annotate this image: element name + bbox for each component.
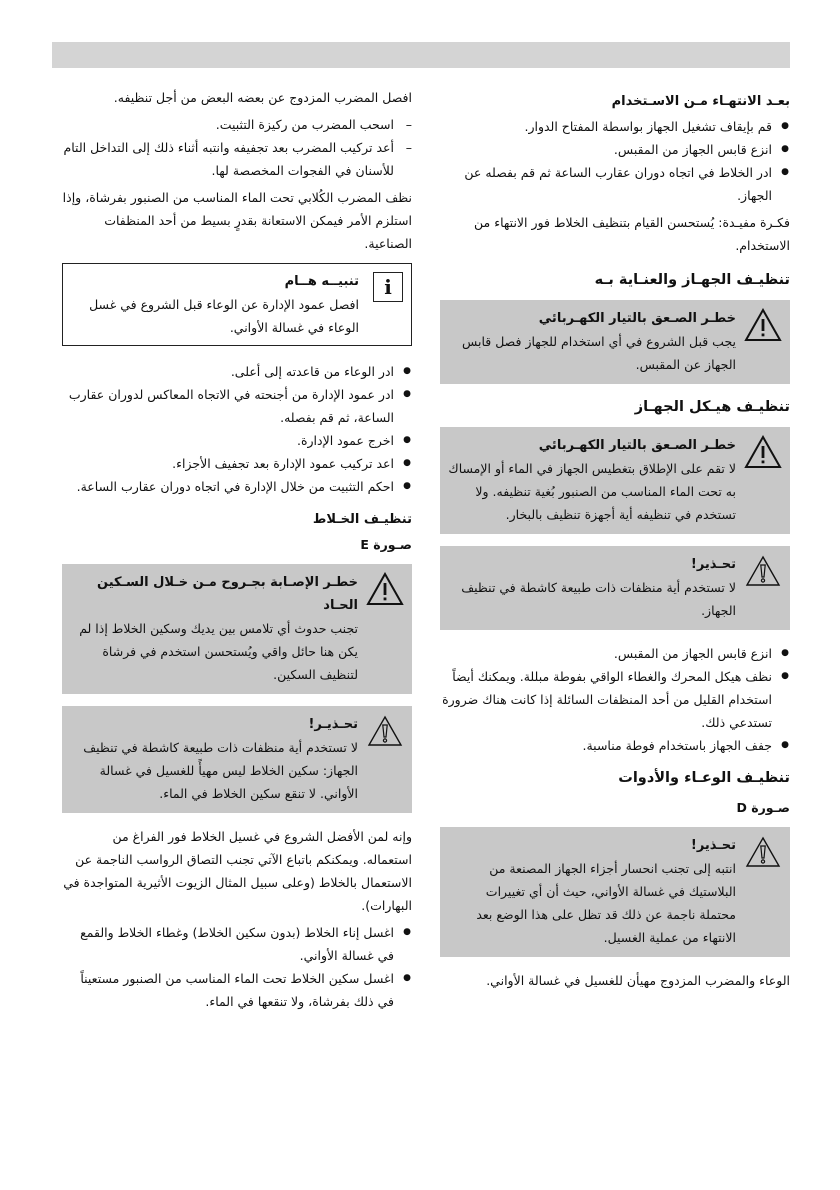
list-item: ● اغسل إناء الخلاط (بدون سكين الخلاط) وغطاء الخلاط والقمع في غسالة الأواني. [62, 921, 394, 967]
care-heading: تنظيـف الجهـاز والعنـاية بـه [594, 272, 790, 288]
dash-list [62, 113, 412, 182]
shock-warning-box [440, 300, 790, 384]
notice-text: افصل عمود الإدارة عن الوعاء قبل الشروع في غسل الوعاء في غسالة الأواني. [89, 297, 359, 335]
caution-triangle-icon [366, 714, 404, 748]
warning-triangle-icon [744, 308, 782, 342]
list-item: – اسحب المضرب من ركيزة التثبيت. [62, 113, 394, 136]
caution-box-2 [440, 827, 790, 957]
list-item: ● نظف هيكل المحرك والغطاء الواقي بفوطة مبللة. ويمكنك أيضاً استخدام القليل من أحد المنظفات السائلة إذا كانت هناك ضرورة تستدعي ذلك. [440, 665, 772, 734]
notice-box [62, 263, 412, 346]
warning-text: تجنب حدوث أي تلامس بين يديك وسكين الخلاط إذا لم يكن هنا حائل واقي ويُستحسن استخدم في فرشاة لتنظيف السكين. [79, 621, 358, 682]
shaft-list [62, 360, 412, 498]
header-bar [52, 42, 790, 68]
right-column [440, 86, 790, 996]
housing-list [440, 642, 790, 757]
list-item: ● اخرج عمود الإدارة. [62, 429, 394, 452]
warning-title: خطـر الصـعق بالتيار الكهـربائي [538, 438, 736, 453]
list-item: ● انزع قابس الجهاز من المقبس. [440, 138, 772, 161]
bowl-note: الوعاء والمضرب المزدوج مهيأن للغسيل في غسالة الأواني. [486, 973, 790, 988]
warning-text: يجب قبل الشروع في أي استخدام للجهاز فصل قابس الجهاز عن المقبس. [462, 334, 736, 372]
warning-title: خطـر الإصـابة بجـروح مـن خـلال السـكين الحـاد [97, 575, 358, 613]
caution-title: تحـذير! [690, 557, 736, 572]
caution-triangle-icon [744, 835, 782, 869]
intro-text: افصل المضرب المزدوج عن بعضه البعض من أجل تنظيفه. [113, 90, 412, 105]
list-item: ● ادر الوعاء من قاعدته إلى أعلى. [62, 360, 394, 383]
after-use-heading: بعـد الانتهـاء مـن الاسـتخدام [611, 94, 790, 109]
list-item: ● انزع قابس الجهاز من المقبس. [440, 642, 772, 665]
warning-triangle-icon [366, 572, 404, 606]
figure-e-label: صـورة E [360, 537, 412, 552]
brush-paragraph: نظف المضرب الكُلابي تحت الماء المناسب من الصنبور بفرشاة، وإذا استلزم الأمر فيمكن الاستعانة بقدرٍ بسيط من أحد المنظفات الصناعية. [62, 190, 412, 251]
warning-text: لا تقم على الإطلاق بتغطيس الجهاز في الماء أو الإمساك به تحت الماء المناسب من الصنبور بُغية تنظيفه. ولا تستخدم في تنظيفه أية أجهزة تنظيف بالبخار. [448, 461, 736, 522]
list-item: ● احكم التثبيت من خلال الإدارة في اتجاه دوران عقارب الساعة. [62, 475, 394, 498]
bowl-heading: تنظيـف الوعـاء والأدوات [618, 770, 790, 786]
list-item: ● ادر الخلاط في اتجاه دوران عقارب الساعة ثم قم بفصله عن الجهاز. [440, 161, 772, 207]
info-icon: i [373, 272, 403, 302]
after-use-list [440, 115, 790, 207]
caution-box-3 [62, 706, 412, 813]
warning-title: خطـر الصـعق بالتيار الكهـربائي [538, 311, 736, 326]
blender-heading: تنظيـف الخـلاط [312, 512, 412, 527]
caution-title: تحـذير! [690, 838, 736, 853]
caution-title: تحـذيـر! [308, 717, 358, 732]
caution-box [440, 546, 790, 630]
notice-title: تنبيــه هــام [284, 274, 359, 289]
list-item: ● اغسل سكين الخلاط تحت الماء المناسب من الصنبور مستعيناً في ذلك بفرشاة، ولا تنقعها في الماء. [62, 967, 394, 1013]
list-item: ● قم بإيقاف تشغيل الجهاز بواسطة المفتاح الدوار. [440, 115, 772, 138]
left-column [62, 86, 412, 1017]
caution-text: لا تستخدم أية منظفات ذات طبيعة كاشطة في تنظيف الجهاز. [461, 580, 736, 618]
caution-text: لا تستخدم أية منظفات ذات طبيعة كاشطة في تنظيف الجهاز: سكين الخلاط ليس مهيأً للغسيل في غسالة الأواني. لا تنقع سكين الخلاط في الماء. [83, 740, 358, 801]
list-item: ● ادر عمود الإدارة من أجنحته في الاتجاه المعاكس لدوران عقارب الساعة، ثم قم بفصله. [62, 383, 394, 429]
figure-d-label: صـورة D [736, 800, 790, 815]
list-item: ● اعد تركيب عمود الإدارة بعد تجفيف الأجزاء. [62, 452, 394, 475]
warning-triangle-icon [744, 435, 782, 469]
housing-heading: تنظيـف هيـكل الجهـاز [634, 399, 790, 415]
tip-text: فكـرة مفيـدة: يُستحسن القيام بتنظيف الخلاط فور الانتهاء من الاستخدام. [474, 215, 790, 253]
knife-warning-box [62, 564, 412, 694]
blender-paragraph: وإنه لمن الأفضل الشروع في غسيل الخلاط فور الفراغ من استعماله. ويمكنكم باتباع الآتي تجنب التصاق الرواسب الناجمة عن الاستعمال بالخلاط (وعلى سبيل المثال الزيوت الأثيرية المتواجدة في البهارات). [63, 829, 412, 913]
caution-text: انتبه إلى تجنب انحسار أجزاء الجهاز المصنعة من البلاستيك في غسالة الأواني، حيث أن أي تغييرات محتملة ناجمة عن ذلك قد تظل على هذا الوضع بعد الانتهاء من عملية الغسيل. [476, 861, 736, 945]
shock-warning-box-2 [440, 427, 790, 534]
list-item: – أعد تركيب المضرب بعد تجفيفه وانتبه أثناء ذلك إلى التداخل التام للأسنان في الفجوات المخصصة لها. [62, 136, 394, 182]
caution-triangle-icon [744, 554, 782, 588]
list-item: ● جفف الجهاز باستخدام فوطة مناسبة. [440, 734, 772, 757]
blender-list [62, 921, 412, 1013]
